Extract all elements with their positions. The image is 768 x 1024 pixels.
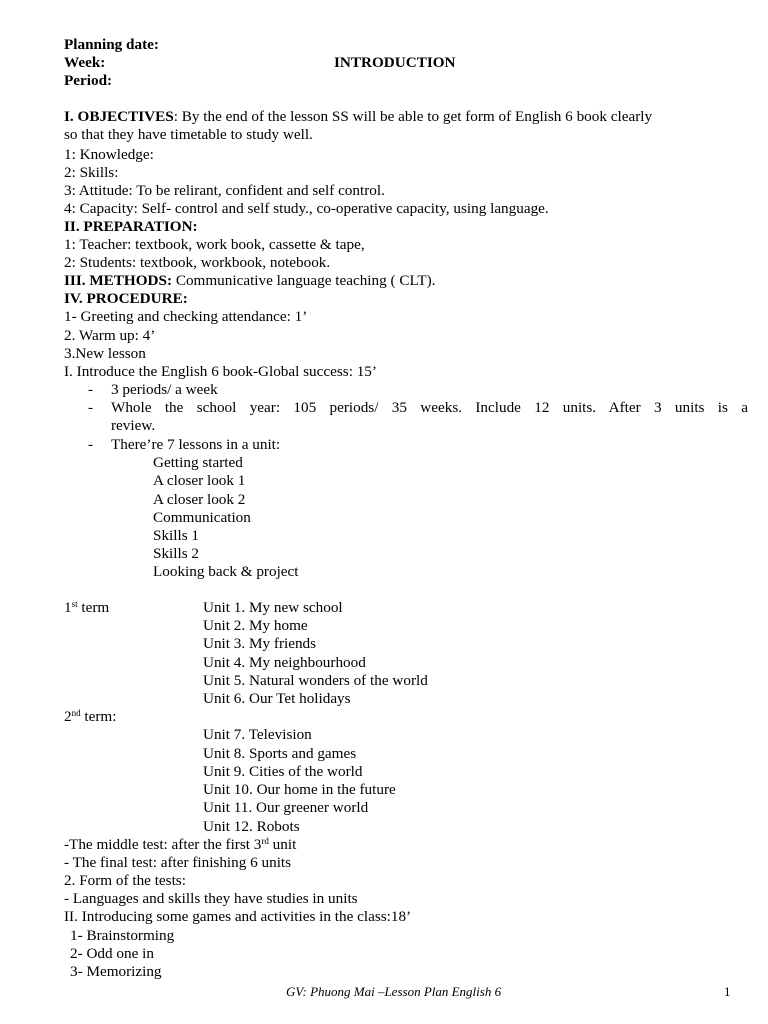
document-title: INTRODUCTION (334, 54, 456, 71)
bullet-item: There’re 7 lessons in a unit: (111, 436, 281, 453)
procedure-heading: IV. PROCEDURE: (64, 290, 188, 307)
bullet-item (111, 399, 748, 417)
unit-item: Unit 7. Television (203, 726, 312, 743)
procedure-step: I. Introduce the English 6 book-Global success: 15’ (64, 363, 377, 380)
lesson-item: Communication (153, 509, 251, 526)
procedure-step: 1- Greeting and checking attendance: 1’ (64, 308, 308, 325)
unit-item: Unit 2. My home (203, 617, 308, 634)
objective-item: 2: Skills: (64, 164, 119, 181)
game-item: 2- Odd one in (70, 945, 154, 962)
unit-item: Unit 9. Cities of the world (203, 763, 363, 780)
methods-heading: III. METHODS: (64, 272, 173, 289)
objectives-text: : By the end of the lesson SS will be able to get form of English 6 book clearly (173, 108, 653, 125)
objective-item: 3: Attitude: To be relirant, confident and self control. (64, 182, 385, 199)
unit-item: Unit 6. Our Tet holidays (203, 690, 351, 707)
lesson-item: Getting started (153, 454, 243, 471)
bullet-dash: - (88, 381, 94, 398)
unit-item: Unit 4. My neighbourhood (203, 654, 366, 671)
term-label: 1st term (64, 599, 110, 616)
lesson-item: Skills 2 (153, 545, 200, 562)
unit-item: Unit 1. My new school (203, 599, 343, 616)
bullet-dash: - (88, 399, 94, 416)
footer-text: GV: Phuong Mai –Lesson Plan English 6 (286, 984, 502, 999)
objective-item: 4: Capacity: Self- control and self study., co-operative capacity, using language. (64, 200, 549, 217)
middle-test-line: -The middle test: after the first 3rd unit (64, 836, 297, 853)
lesson-item: Skills 1 (153, 527, 200, 544)
procedure-step: 2. Warm up: 4’ (64, 327, 156, 344)
objectives-line (64, 108, 652, 126)
form-of-tests-heading: 2. Form of the tests: (64, 872, 186, 889)
term-label: 2nd term: (64, 708, 117, 725)
planning-date-label: Planning date: (64, 36, 159, 53)
bullet-item: 3 periods/ a week (111, 381, 218, 398)
unit-item: Unit 8. Sports and games (203, 745, 357, 762)
page-number: 1 (724, 984, 731, 999)
period-label: Period: (64, 72, 113, 89)
methods-line (64, 272, 436, 290)
objectives-heading: I. OBJECTIVES (64, 108, 174, 125)
week-label: Week: (64, 54, 106, 71)
form-of-tests-item: - Languages and skills they have studies in units (64, 890, 358, 907)
bullet-dash: - (88, 436, 94, 453)
preparation-item: 1: Teacher: textbook, work book, cassette & tape, (64, 236, 365, 253)
game-item: 1- Brainstorming (70, 927, 175, 944)
final-test-line: - The final test: after finishing 6 units (64, 854, 292, 871)
game-item: 3- Memorizing (70, 963, 162, 980)
objectives-text-cont: so that they have timetable to study well. (64, 126, 313, 143)
games-heading: II. Introducing some games and activities in the class:18’ (64, 908, 412, 925)
unit-item: Unit 12. Robots (203, 818, 300, 835)
lesson-item: A closer look 2 (153, 491, 246, 508)
unit-item: Unit 10. Our home in the future (203, 781, 396, 798)
bullet-item-cont: review. (111, 417, 156, 434)
methods-text: Communicative language teaching ( CLT). (172, 272, 436, 289)
lesson-item: Looking back & project (153, 563, 299, 580)
unit-item: Unit 3. My friends (203, 635, 317, 652)
preparation-item: 2: Students: textbook, workbook, notebook. (64, 254, 331, 271)
unit-item: Unit 11. Our greener world (203, 799, 369, 816)
preparation-heading: II. PREPARATION: (64, 218, 198, 235)
bullet-item-justified: Whole the school year: 105 periods/ 35 weeks. Include 12 units. After 3 units is a (111, 399, 748, 416)
lesson-item: A closer look 1 (153, 472, 246, 489)
procedure-step: 3.New lesson (64, 345, 146, 362)
objective-item: 1: Knowledge: (64, 146, 154, 163)
unit-item: Unit 5. Natural wonders of the world (203, 672, 428, 689)
